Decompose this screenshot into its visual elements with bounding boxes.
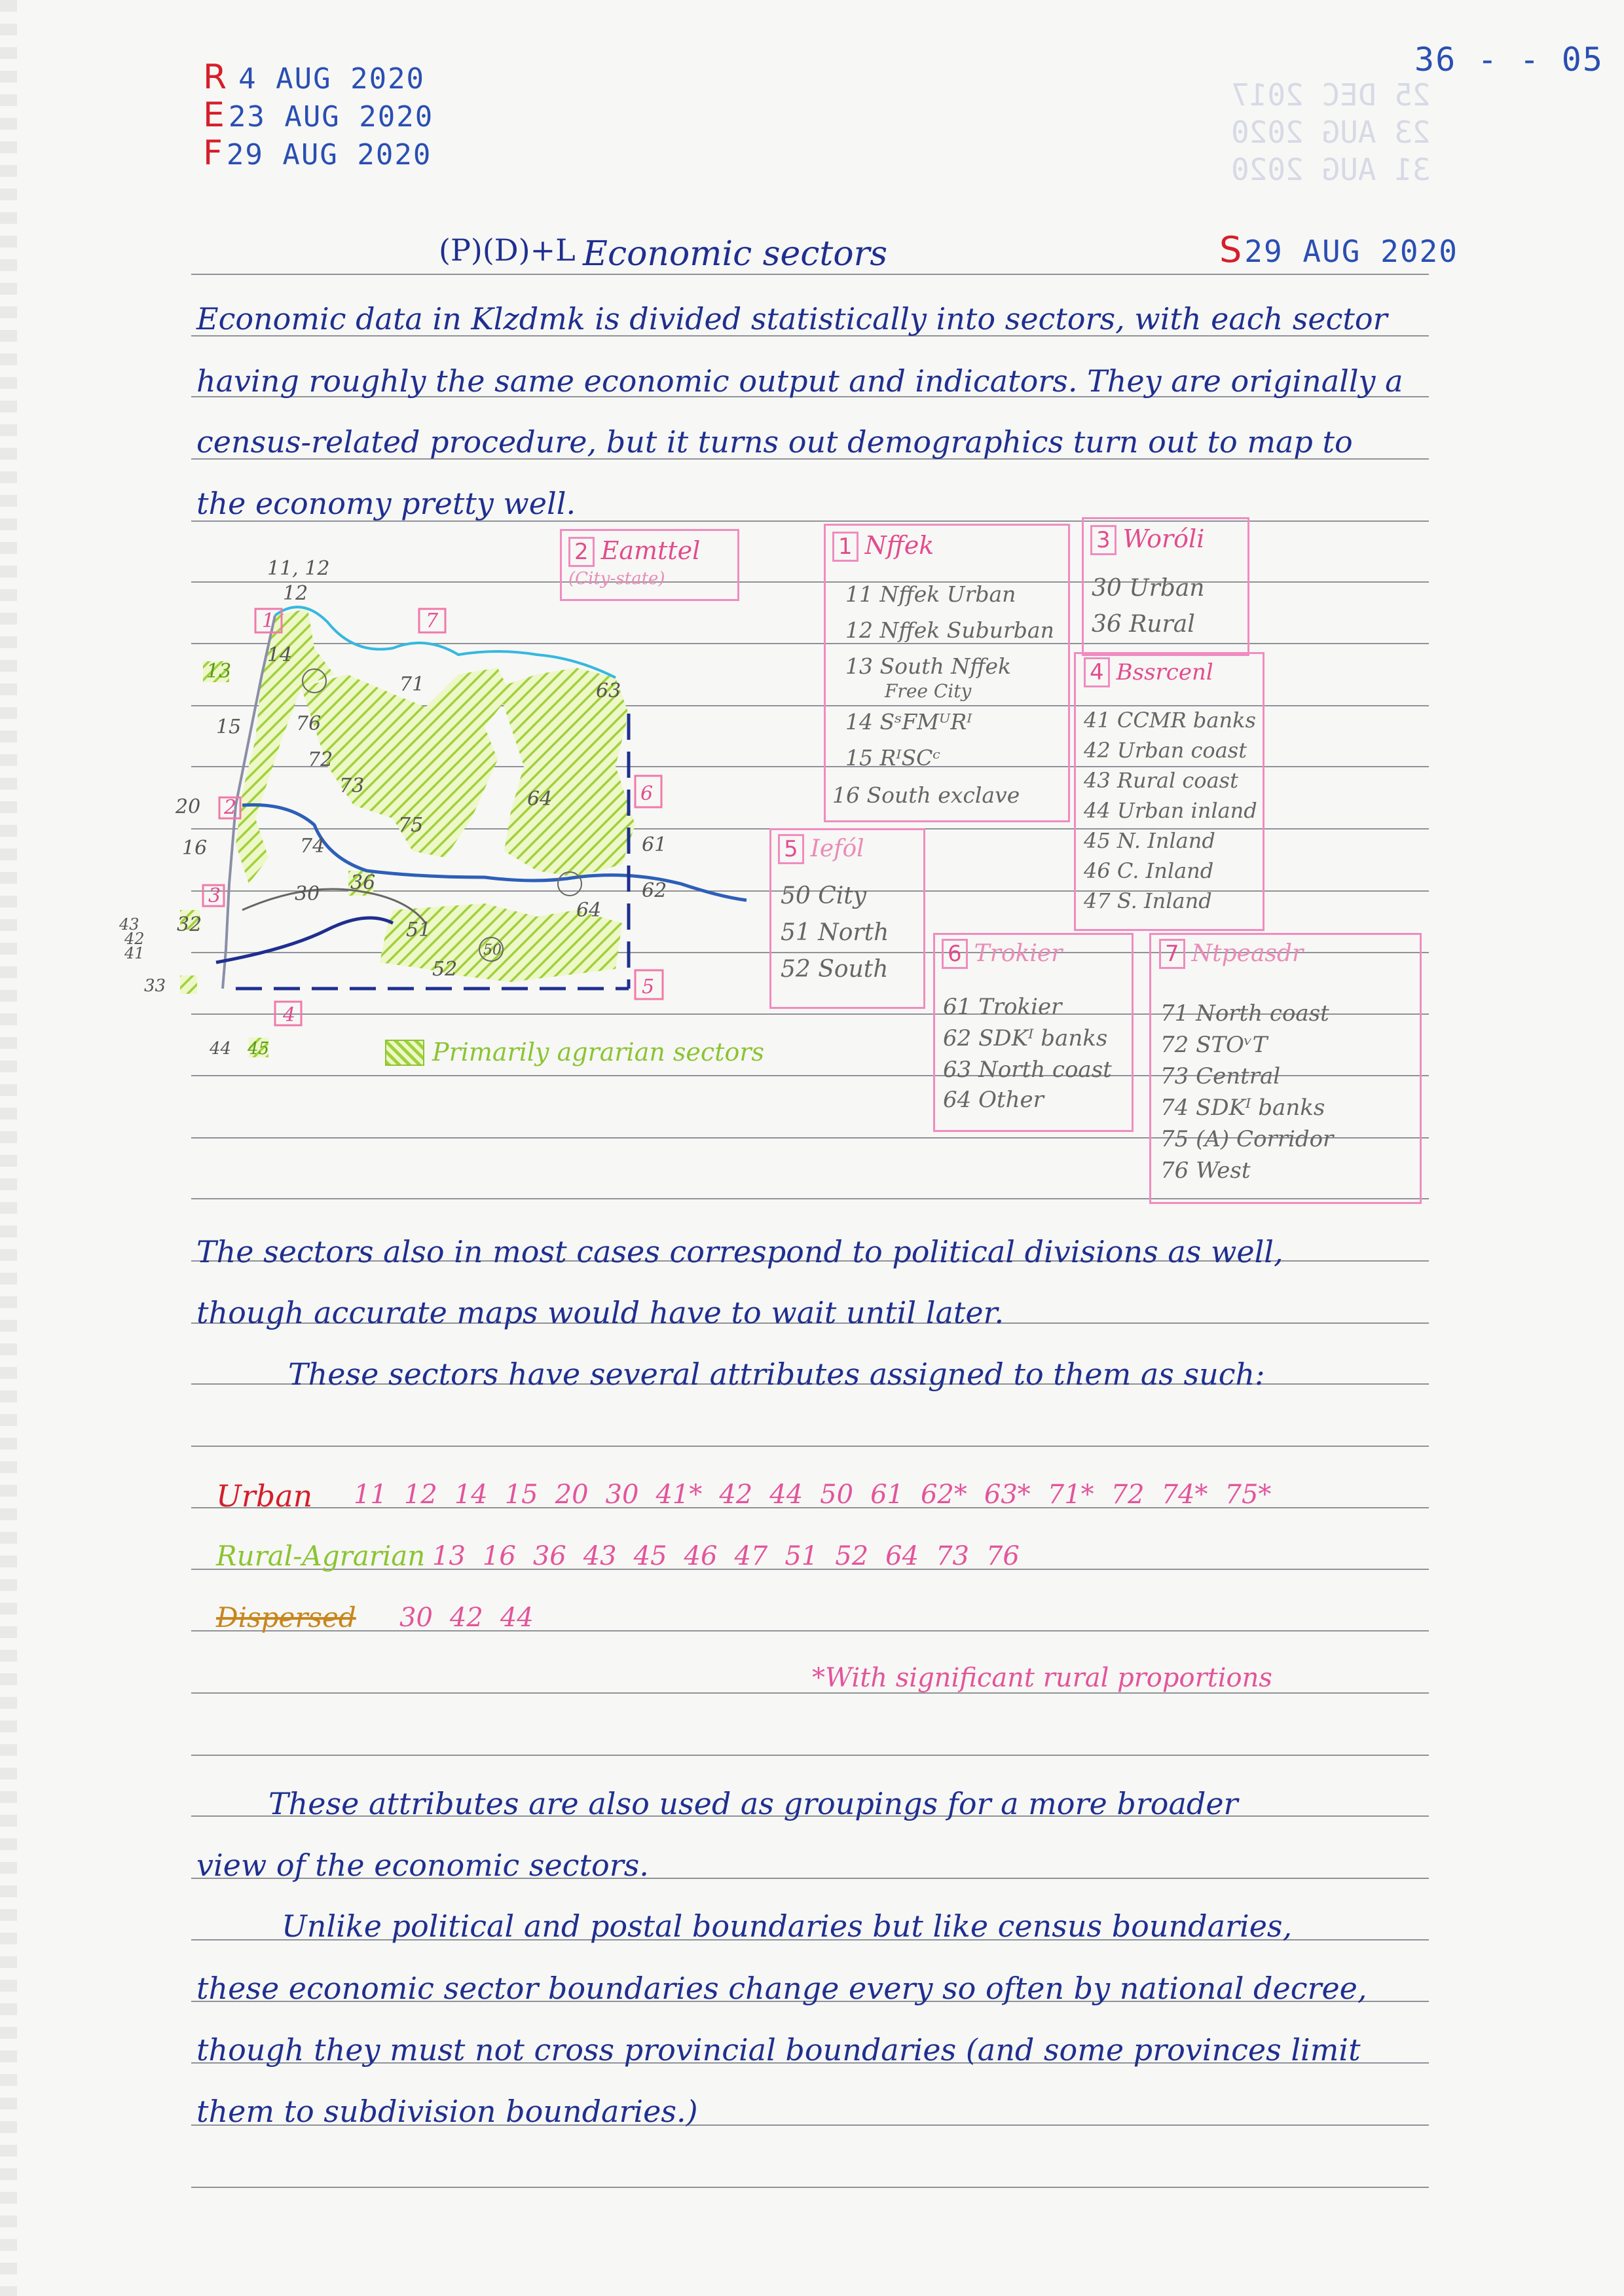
region-number: 7 xyxy=(1159,939,1185,969)
map-label: 6 xyxy=(640,782,654,805)
region-item: 62 SDKᴵ banks xyxy=(943,1025,1108,1051)
sector-number: 46 xyxy=(684,1541,718,1571)
stamp-date-r: 4 AUG 2020 xyxy=(238,62,426,96)
region-box-2 xyxy=(560,529,739,601)
map-label: 63 xyxy=(596,680,621,702)
region-item: 36 Rural xyxy=(1092,611,1195,638)
sector-number: 64 xyxy=(885,1541,919,1571)
stamp-letter-s: S xyxy=(1219,229,1242,270)
region-item: 15 RᴵSCᶜ xyxy=(845,745,941,771)
page-number: 36 - - 05 xyxy=(1414,41,1604,79)
region-item: 73 Central xyxy=(1160,1063,1281,1089)
attribute-dispersed-label: Dispersed xyxy=(216,1601,356,1633)
region-number: 6 xyxy=(942,939,968,969)
sector-number: 13 xyxy=(432,1541,466,1571)
sector-number: 43 xyxy=(583,1541,617,1571)
binding-edge xyxy=(0,0,17,2296)
stamp-date-e: 23 AUG 2020 xyxy=(228,100,434,134)
map-label: 15 xyxy=(216,716,242,738)
region-item: 47 S. Inland xyxy=(1084,888,1212,913)
sector-number: 30 xyxy=(399,1603,433,1633)
sector-number: 12 xyxy=(403,1480,437,1510)
attributes-intro: These sectors have several attributes assigned to them as such: xyxy=(288,1357,1265,1392)
sector-number: 45 xyxy=(633,1541,667,1571)
title-prefix-marks: (P)(D)+L xyxy=(439,232,576,268)
region-name: Woróli xyxy=(1122,524,1205,553)
stamp-date-s: 29 AUG 2020 xyxy=(1244,234,1458,269)
map-label: 13 xyxy=(206,660,232,683)
sector-number: 52 xyxy=(835,1541,869,1571)
region-item: 64 Other xyxy=(943,1087,1044,1113)
region-item: 74 SDKᴵ banks xyxy=(1160,1095,1325,1121)
map-label: 32 xyxy=(177,913,202,936)
region-name: Iefól xyxy=(810,835,864,862)
region-item: 76 West xyxy=(1160,1157,1251,1184)
map-label: 61 xyxy=(642,833,667,856)
region-name: Eamttel xyxy=(600,536,701,565)
stamp-letter-r: R xyxy=(203,58,227,97)
region-name: Bssrcenl xyxy=(1116,659,1213,685)
map-label: 62 xyxy=(642,879,667,902)
map-label: 36 xyxy=(350,871,376,894)
region-item: 71 North coast xyxy=(1160,1000,1329,1027)
region-item: 13 South Nffek xyxy=(845,653,1011,679)
sector-number: 16 xyxy=(482,1541,516,1571)
region-item: 46 C. Inland xyxy=(1084,858,1214,883)
sector-number: 41* xyxy=(655,1480,703,1510)
attribute-dispersed-values xyxy=(399,1603,551,1633)
map-label: 14 xyxy=(267,644,293,666)
sector-number: 47 xyxy=(734,1541,768,1571)
map-label: 73 xyxy=(339,774,365,797)
map-label: 16 xyxy=(182,837,208,860)
sector-number: 42 xyxy=(449,1603,483,1633)
sector-number: 11 xyxy=(354,1480,387,1510)
region-item: 75 (A) Corridor xyxy=(1160,1126,1334,1152)
region-box-5 xyxy=(769,828,925,1009)
map-label: 5 xyxy=(642,975,655,998)
stamp-date-f: 29 AUG 2020 xyxy=(226,138,432,172)
region-box-4 xyxy=(1074,652,1264,931)
region-name: Nffek xyxy=(864,531,934,560)
region-note: (City-state) xyxy=(568,569,665,589)
region-box-6 xyxy=(933,933,1134,1132)
intro-line-2: having roughly the same economic output and indicators. They are originally a xyxy=(196,363,1403,399)
stamp-letter-f: F xyxy=(203,134,223,173)
attribute-urban-values xyxy=(354,1480,1288,1510)
region-item: 44 Urban inland xyxy=(1084,798,1257,823)
region-item: 61 Trokier xyxy=(943,994,1062,1020)
map-label: 33 xyxy=(144,976,166,996)
sector-number: 44 xyxy=(769,1480,803,1510)
map-label: 20 xyxy=(175,795,201,818)
region-item: 12 Nffek Suburban xyxy=(845,617,1054,643)
sector-number: 36 xyxy=(532,1541,566,1571)
region-box-3 xyxy=(1082,517,1249,656)
sector-number: 71* xyxy=(1047,1480,1094,1510)
map-label: 42 xyxy=(124,930,145,948)
map-label: 64 xyxy=(576,899,602,922)
sector-number: 20 xyxy=(555,1480,589,1510)
map-label: 1 xyxy=(262,610,275,632)
map-label: 4 xyxy=(283,1004,296,1027)
date-stamp-s xyxy=(1219,229,1458,270)
sector-number: 74* xyxy=(1161,1480,1208,1510)
sector-number: 72 xyxy=(1111,1480,1145,1510)
region-item: 11 Nffek Urban xyxy=(845,581,1016,607)
map-label: 12 xyxy=(283,582,308,605)
groupings-line-1: These attributes are also used as groupings for a more broader xyxy=(268,1786,1238,1821)
map-label: 51 xyxy=(406,919,432,941)
region-item: 41 CCMR banks xyxy=(1084,708,1256,733)
map-label: 64 xyxy=(527,788,553,811)
region-item: 14 SˢFMᵁRᴵ xyxy=(845,709,972,735)
sector-number: 62* xyxy=(920,1480,967,1510)
map-label: 41 xyxy=(124,944,145,962)
attribute-rural-label: Rural-Agrarian xyxy=(216,1540,426,1572)
region-item: 72 STOᵛT xyxy=(1160,1032,1268,1058)
boundaries-line-4: them to subdivision boundaries.) xyxy=(196,2094,698,2129)
map-label: 45 xyxy=(248,1039,270,1059)
intro-line-1: Economic data in Klzdmk is divided statistically into sectors, with each sector xyxy=(196,301,1388,337)
sector-number: 76 xyxy=(986,1541,1020,1571)
region-number: 3 xyxy=(1090,525,1116,555)
sector-number: 50 xyxy=(820,1480,854,1510)
region-item: 45 N. Inland xyxy=(1084,828,1215,853)
groupings-line-2: view of the economic sectors. xyxy=(196,1848,649,1883)
boundaries-line-2: these economic sector boundaries change every so often by national decree, xyxy=(196,1971,1367,2006)
map-label: 30 xyxy=(295,883,320,905)
sector-number: 61 xyxy=(870,1480,904,1510)
attribute-rural-values xyxy=(432,1541,1037,1571)
map-label: 74 xyxy=(300,835,325,858)
region-box-7 xyxy=(1149,933,1422,1204)
map-label: 52 xyxy=(432,958,458,981)
agrarian-legend-swatch xyxy=(385,1040,424,1066)
agrarian-area-42 xyxy=(180,975,197,994)
map-label: 44 xyxy=(210,1039,232,1059)
sector-number: 30 xyxy=(605,1480,639,1510)
map-label: 76 xyxy=(296,712,322,735)
bleed-through-stamp: 23 AUG 2020 xyxy=(1231,115,1431,150)
region-name: Ntpeasdr xyxy=(1191,940,1304,967)
sector-map xyxy=(118,543,812,1080)
region-item: 43 Rural coast xyxy=(1084,768,1238,793)
map-label: 11, 12 xyxy=(267,557,330,580)
province-boundary-south xyxy=(216,918,393,962)
sector-number: 51 xyxy=(784,1541,819,1571)
map-label: 71 xyxy=(399,673,425,696)
page-title: Economic sectors xyxy=(583,234,888,274)
map-label: 50 xyxy=(483,942,502,958)
region-box-1 xyxy=(824,524,1070,822)
region-item: 30 Urban xyxy=(1092,575,1205,602)
region-item: 52 South xyxy=(781,956,889,983)
sector-number: 15 xyxy=(504,1480,538,1510)
map-label: 72 xyxy=(308,748,333,771)
region-number: 2 xyxy=(568,537,595,567)
intro-line-4: the economy pretty well. xyxy=(196,486,576,521)
bleed-through-stamp: 31 AUG 2020 xyxy=(1231,152,1431,187)
sector-number: 73 xyxy=(936,1541,969,1571)
agrarian-legend-label: Primarily agrarian sectors xyxy=(432,1038,765,1066)
political-line-2: though accurate maps would have to wait until later. xyxy=(196,1295,1005,1330)
region-number: 1 xyxy=(832,532,858,562)
stamp-letter-e: E xyxy=(203,96,225,135)
attribute-urban-label: Urban xyxy=(216,1478,313,1514)
map-label: 2 xyxy=(224,796,237,819)
region-name: Trokier xyxy=(974,940,1063,967)
boundaries-line-3: though they must not cross provincial boundaries (and some provinces limit xyxy=(196,2032,1361,2068)
sector-number: 42 xyxy=(719,1480,753,1510)
map-label: 75 xyxy=(398,814,424,837)
date-stamp-group xyxy=(203,58,434,172)
boundaries-line-1: Unlike political and postal boundaries but like census boundaries, xyxy=(282,1908,1293,1944)
region-number: 5 xyxy=(778,834,804,864)
attributes-footnote: *With significant rural proportions xyxy=(812,1663,1272,1693)
sector-number: 14 xyxy=(454,1480,488,1510)
sector-number: 75* xyxy=(1225,1480,1272,1510)
region-item: Free City xyxy=(885,680,972,702)
region-item: 50 City xyxy=(781,883,867,909)
region-item: 51 North xyxy=(781,919,889,946)
bleed-through-stamp: 25 DEC 2017 xyxy=(1231,77,1431,113)
map-label: 7 xyxy=(426,610,439,632)
intro-line-3: census-related procedure, but it turns out demographics turn out to map to xyxy=(196,424,1353,460)
region-item: 16 South exclave xyxy=(832,782,1020,808)
map-label: 3 xyxy=(208,884,221,907)
region-item: 63 North coast xyxy=(943,1057,1112,1083)
region-item: 42 Urban coast xyxy=(1084,738,1247,763)
sector-number: 63* xyxy=(984,1480,1031,1510)
map-label: 43 xyxy=(119,915,139,934)
political-line-1: The sectors also in most cases correspond to political divisions as well, xyxy=(196,1234,1283,1269)
sector-number: 44 xyxy=(500,1603,534,1633)
region-number: 4 xyxy=(1084,657,1110,687)
